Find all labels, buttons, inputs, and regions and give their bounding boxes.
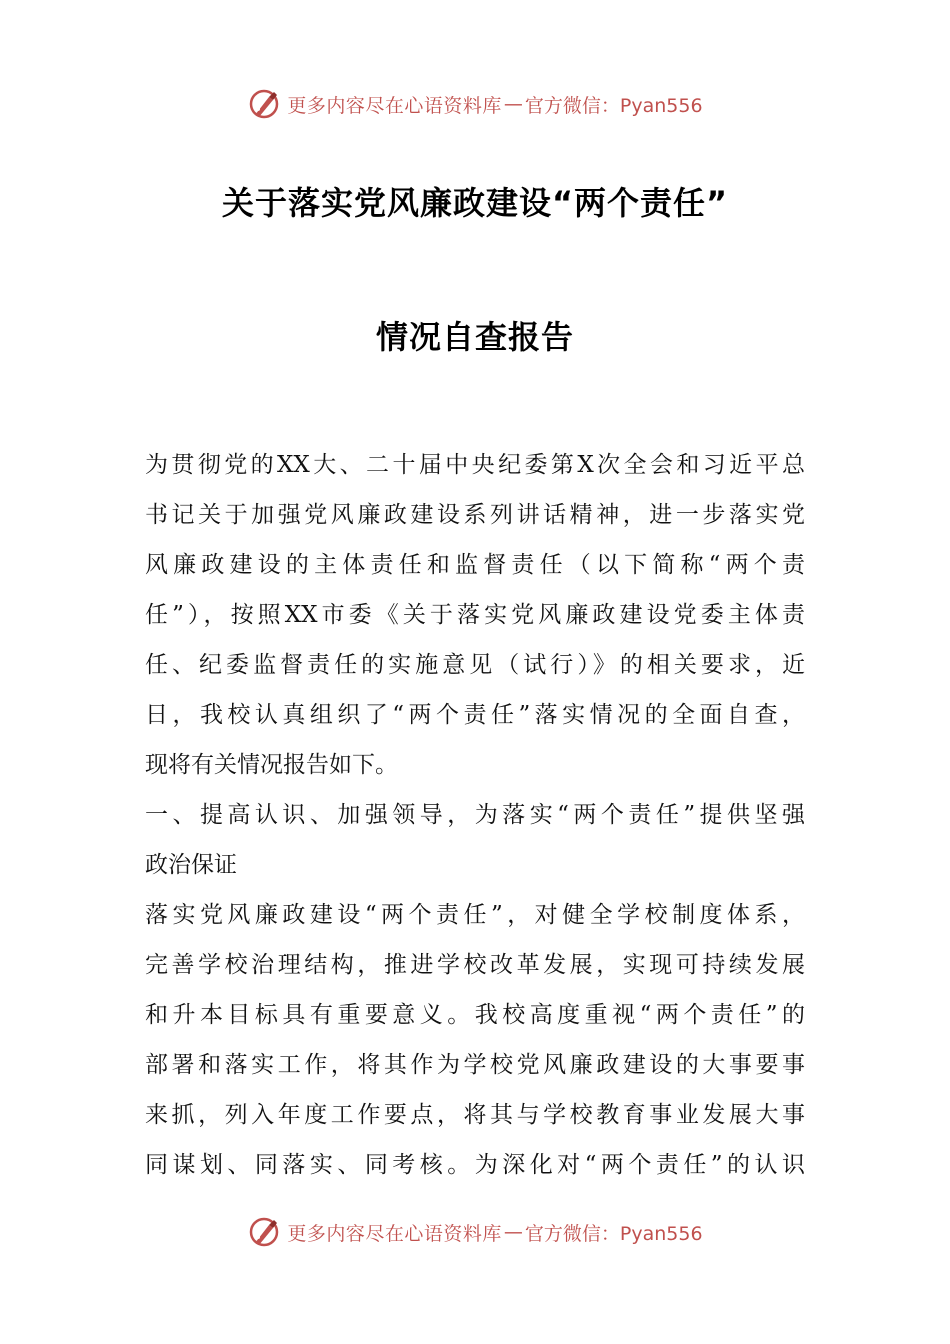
document-body: [145, 440, 805, 1190]
pen-nib-logo-icon: [247, 1215, 281, 1249]
watermark-brand-text: 更多内容尽在心语资料库: [287, 94, 502, 117]
watermark-brand-text: 更多内容尽在心语资料库: [287, 1222, 502, 1245]
section-heading-line: 政治保证: [145, 852, 237, 878]
watermark-separator: —: [503, 93, 523, 115]
body-line: 日，我校认真组织了“两个责任”落实情况的全面自查，: [145, 702, 805, 728]
document-title-line-1: 关于落实党风廉政建设“两个责任”: [221, 184, 729, 222]
document-title-line-2: 情况自查报告: [375, 318, 574, 356]
body-line: 和升本目标具有重要意义。我校高度重视“两个责任”的: [145, 1002, 805, 1028]
body-line: 风廉政建设的主体责任和监督责任（以下简称“两个责: [145, 552, 805, 578]
body-line: 任、纪委监督责任的实施意见（试行）》的相关要求，近: [145, 652, 805, 678]
watermark-wechat-text: 官方微信：Pyan556: [524, 1222, 703, 1245]
footer-watermark: [0, 1212, 950, 1252]
body-line: 同谋划、同落实、同考核。为深化对“两个责任”的认识: [145, 1152, 805, 1178]
body-line: 任”），按照XX市委《关于落实党风廉政建设党委主体责: [145, 602, 805, 628]
body-line: 来抓，列入年度工作要点，将其与学校教育事业发展大事: [145, 1102, 805, 1128]
body-line: 为贯彻党的XX大、二十届中央纪委第X次全会和习近平总: [145, 452, 805, 478]
watermark-separator: —: [503, 1221, 523, 1243]
pen-nib-logo-icon: [247, 87, 281, 121]
header-watermark: [0, 84, 950, 124]
watermark-wechat-text: 官方微信：Pyan556: [524, 94, 703, 117]
body-line: 书记关于加强党风廉政建设系列讲话精神，进一步落实党: [145, 502, 805, 528]
body-line: 完善学校治理结构，推进学校改革发展，实现可持续发展: [145, 952, 805, 978]
body-line: 现将有关情况报告如下。: [145, 752, 398, 778]
body-line: 部署和落实工作，将其作为学校党风廉政建设的大事要事: [145, 1052, 805, 1078]
body-line: 落实党风廉政建设“两个责任”，对健全学校制度体系，: [145, 902, 805, 928]
section-heading-line: 一、提高认识、加强领导，为落实“两个责任”提供坚强: [145, 802, 805, 828]
